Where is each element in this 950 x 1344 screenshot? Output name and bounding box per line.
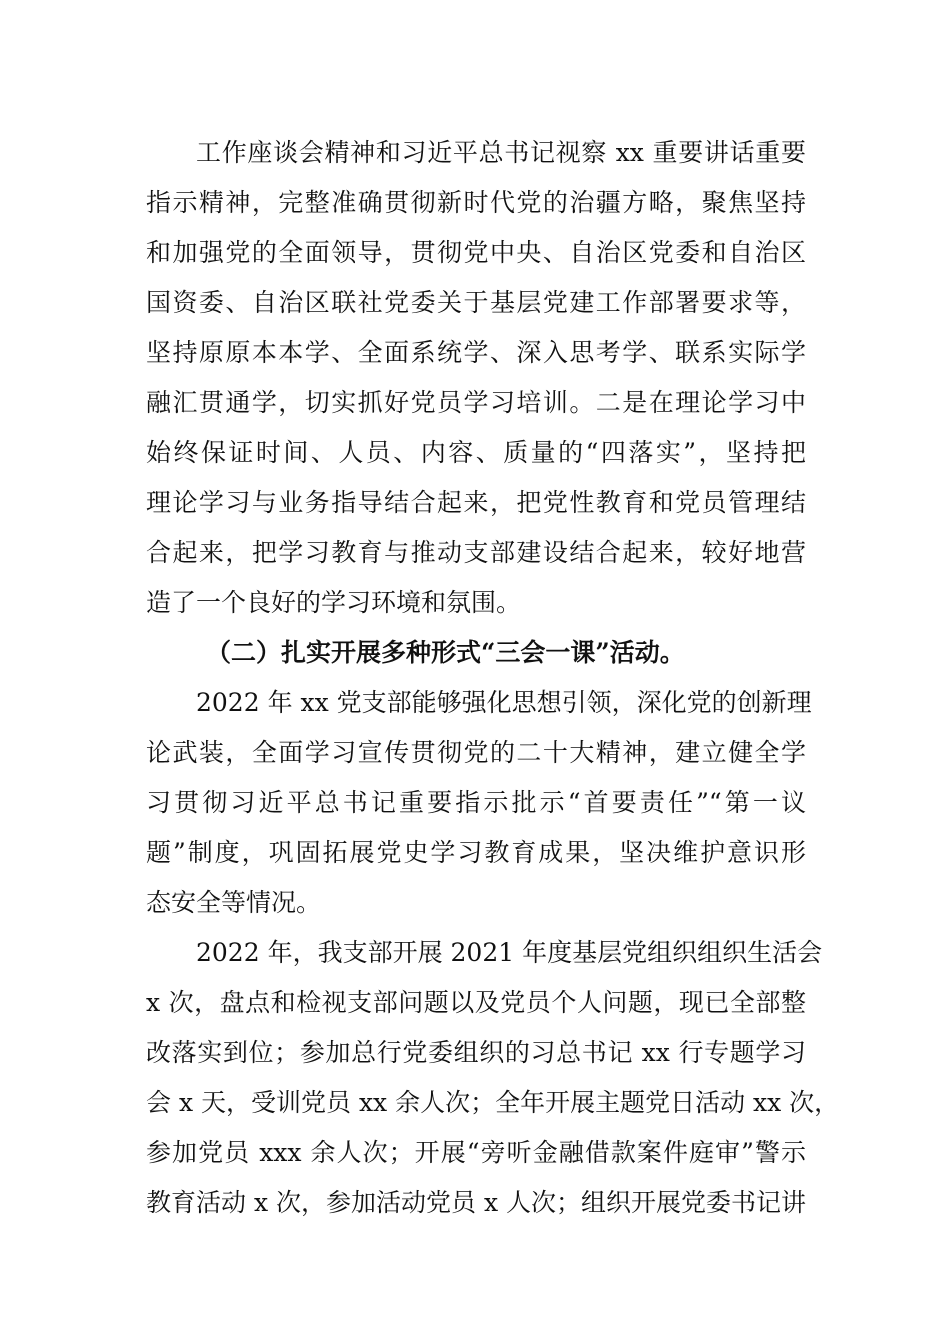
paragraph-line: 国资委、自治区联社党委关于基层党建工作部署要求等，: [146, 288, 806, 317]
paragraph-line: 理论学习与业务指导结合起来，把党性教育和党员管理结: [146, 488, 806, 517]
paragraph-line: 指示精神，完整准确贯彻新时代党的治疆方略，聚焦坚持: [146, 188, 806, 217]
paragraph-theory-study: [146, 128, 806, 628]
paragraph-line: 题”制度，巩固拓展党史学习教育成果，坚决维护意识形: [146, 838, 806, 867]
paragraph-line: 2022 年 xx 党支部能够强化思想引领，深化党的创新理: [196, 688, 812, 717]
paragraph-line: 工作座谈会精神和习近平总书记视察 xx 重要讲话重要: [196, 138, 806, 167]
paragraph-line: 合起来，把学习教育与推动支部建设结合起来，较好地营: [146, 538, 806, 567]
paragraph-line: 始终保证时间、人员、内容、质量的“四落实”，坚持把: [146, 438, 806, 467]
paragraph-line: x 次，盘点和检视支部问题以及党员个人问题，现已全部整: [146, 988, 806, 1017]
section-heading: （二）扎实开展多种形式“三会一课”活动。: [206, 638, 685, 667]
paragraph-activities-2022: [146, 928, 840, 1228]
paragraph-line: 论武装，全面学习宣传贯彻党的二十大精神，建立健全学: [146, 738, 806, 767]
paragraph-line: 坚持原原本本学、全面系统学、深入思考学、联系实际学: [146, 338, 806, 367]
document-body: [146, 128, 840, 1228]
paragraph-line: 参加党员 xxx 余人次；开展“旁听金融借款案件庭审”警示: [146, 1138, 806, 1167]
paragraph-line: 和加强党的全面领导，贯彻党中央、自治区党委和自治区: [146, 238, 806, 267]
paragraph-line: 融汇贯通学，切实抓好党员学习培训。二是在理论学习中: [146, 388, 806, 417]
paragraph-line: 2022 年，我支部开展 2021 年度基层党组织组织生活会: [196, 938, 823, 967]
paragraph-line: 会 x 天，受训党员 xx 余人次；全年开展主题党日活动 xx 次，: [146, 1088, 840, 1117]
paragraph-line: 改落实到位；参加总行党委组织的习总书记 xx 行专题学习: [146, 1038, 806, 1067]
paragraph-branch-2022: [146, 678, 812, 928]
paragraph-line: 造了一个良好的学习环境和氛围。: [146, 588, 522, 617]
paragraph-line: 教育活动 x 次，参加活动党员 x 人次；组织开展党委书记讲: [146, 1188, 806, 1217]
paragraph-line: 态安全等情况。: [146, 888, 322, 917]
paragraph-line: 习贯彻习近平总书记重要指示批示“首要责任”“第一议: [146, 788, 806, 817]
